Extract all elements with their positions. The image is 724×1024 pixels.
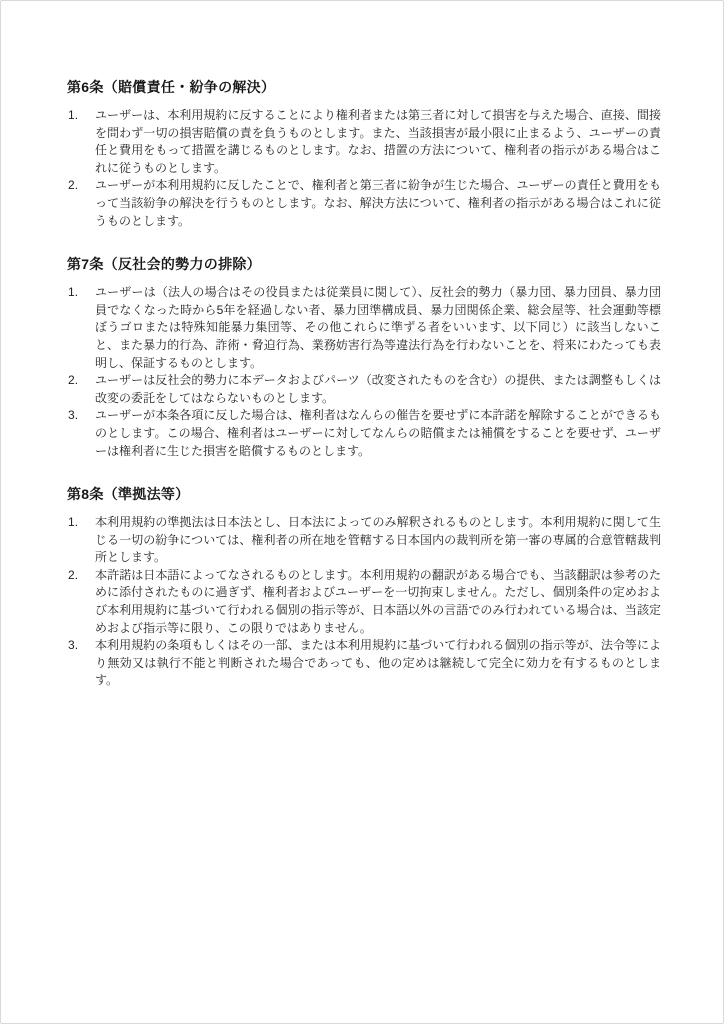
clause-6-item-1: ユーザーは、本利用規約に反することにより権利者または第三者に対して損害を与えた場合、直接、間接を問わず一切の損害賠償の責を負うものとします。また、当該損害が最小限に止まるよう、ユーザーの責任と費用をもって措置を講じるものとします。なお、措置の方法について、権利者の指示がある場合はこれに従うものとします。 [95, 108, 661, 175]
clause-6-heading: 第6条（賠償責任・紛争の解決） [67, 79, 276, 95]
clause-7-item-3: ユーザーが本条各項に反した場合は、権利者はなんらの催告を要せずに本許諾を解除することができるものとします。この場合、権利者はユーザーに対してなんらの賠償または補償をすることを要せず、ユーザーは権利者に生じた損害を賠償するものとします。 [95, 408, 661, 458]
clause-6-item-2: ユーザーが本利用規約に反したことで、権利者と第三者に紛争が生じた場合、ユーザーの責任と費用をもって当該紛争の解決を行うものとします。なお、解決方法について、権利者の指示がある場合はこれに従うものとします。 [95, 178, 661, 228]
clause-7-item-1: ユーザーは（法人の場合はその役員または従業員に関して）、反社会的勢力（暴力団、暴力団員、暴力団員でなくなった時から5年を経過しない者、暴力団準構成員、暴力団関係企業、総会屋等、社会運動等標ぼうゴロまたは特殊知能暴力集団等、その他これらに準ずる者をいいます、以下同じ）に該当しないこと、また暴力的行為、詐術・脅迫行為、業務妨害行為等違法行為を行わないことを、将来にわたっても表明し、保証するものとします。 [95, 285, 661, 370]
clause-7-list [67, 284, 661, 460]
clause-8-section [67, 484, 661, 690]
clause-8-item-3: 本利用規約の条項もしくはその一部、または本利用規約に基づいて行われる個別の指示等が、法令等により無効又は執行不能と判断された場合であっても、他の定めは継続して完全に効力を有するものとします。 [95, 638, 661, 688]
clause-7-heading: 第7条（反社会的勢力の排除） [67, 256, 261, 273]
clause-8-item-1: 本利用規約の準拠法は日本法とし、日本法によってのみ解釈されるものとします。本利用規約に関して生じる一切の紛争については、権利者の所在地を管轄する日本国内の裁判所を第一審の専属的合意管轄裁判所とします。 [95, 515, 661, 565]
document-content [1, 1, 723, 730]
clause-7-section [67, 254, 661, 460]
clause-7-item-2: ユーザーは反社会的勢力に本データおよびパーツ（改変されたものを含む）の提供、または調整もしくは改変の委託をしてはならないものとします。 [95, 373, 661, 405]
clause-6-list [67, 107, 661, 230]
clause-6-section [67, 77, 661, 230]
clause-8-heading: 第8条（準拠法等） [67, 486, 190, 503]
clause-8-item-2: 本許諾は日本語によってなされるものとします。本利用規約の翻訳がある場合でも、当該翻訳は参考のために添付されたものに過ぎず、権利者およびユーザーを一切拘束しません。ただし、個別条件の定めおよび本利用規約に基づいて行われる個別の指示等が、日本語以外の言語でのみ行われている場合は、当該定めおよび指示等に限り、この限りではありません。 [95, 567, 661, 635]
clause-8-list [67, 514, 661, 690]
